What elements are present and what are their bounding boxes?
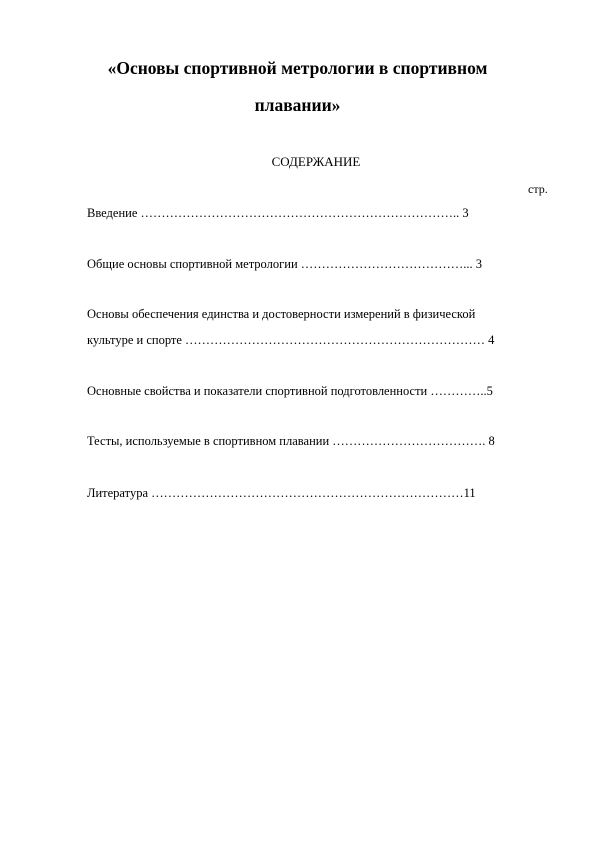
page-column-label: стр. (528, 182, 548, 196)
document-title-line-2: плавании» (254, 95, 341, 115)
toc-entry-measurement-basics-line-2: культуре и спорте ……………………………………………………………… 4 (87, 333, 495, 347)
document-title-line-1: «Основы спортивной метрологии в спортивном (107, 58, 488, 78)
toc-entry-general-basics: Общие основы спортивной метрологии …………………………………... 3 (87, 257, 483, 271)
toc-entry-introduction: Введение ………………………………………………………………….. 3 (87, 206, 469, 220)
toc-entry-preparedness-indicators: Основные свойства и показатели спортивной подготовленности …………..5 (87, 384, 493, 398)
toc-heading: СОДЕРЖАНИЕ (271, 154, 361, 169)
toc-entry-swimming-tests: Тесты, используемые в спортивном плавании ………………………………. 8 (87, 434, 495, 448)
toc-entry-literature: Литература …………………………………………………………………11 (87, 486, 476, 500)
toc-entry-measurement-basics-line-1: Основы обеспечения единства и достоверности измерений в физической (87, 307, 476, 321)
